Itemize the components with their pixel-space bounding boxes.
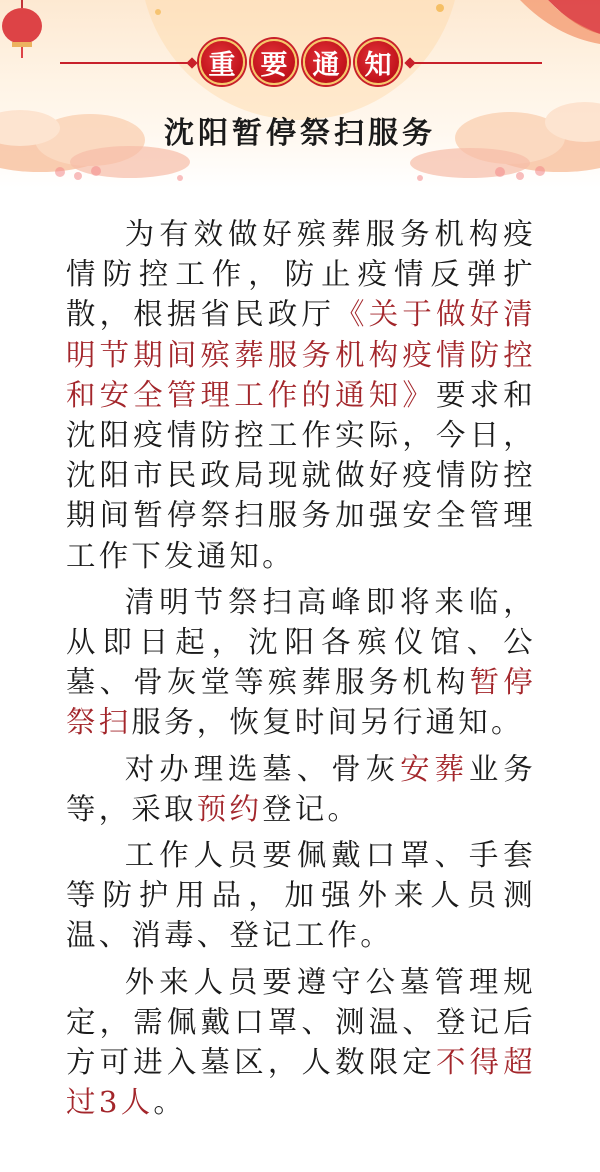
paragraph-text: 为有效做好殡葬服务机构疫情防控工作，防止疫情反弹扩散，根据省民政厅 [66, 217, 536, 332]
highlight-text: 不得超过3人 [66, 1045, 536, 1120]
paragraph-text: 工作人员要佩戴口罩、手套等防护用品，加强外来人员测温、消毒、登记工作。 [66, 838, 536, 953]
paragraph-text: 要求和沈阳疫情防控工作实际，今日，沈阳市民政局现就做好疫情防控期间暂停祭扫服务加强安全管理工作下发通知。 [66, 377, 536, 573]
notice-body [66, 214, 536, 1122]
paragraph-text: 业务等，采取 [66, 751, 536, 826]
notice-title [199, 39, 401, 85]
highlight-text: 预约 [196, 791, 263, 826]
paragraph [66, 582, 536, 743]
paragraph-text: 对办理选墓、骨灰 [124, 751, 401, 786]
title-row [0, 36, 600, 88]
paragraph [66, 214, 536, 576]
title-char: 要 [251, 39, 297, 85]
paragraph [66, 835, 536, 956]
document-title-highlight: 《关于做好清明节期间殡葬服务机构疫情防控和安全管理工作的通知》 [66, 297, 536, 412]
paragraph [66, 962, 536, 1123]
banner-decoration [0, 0, 600, 188]
paragraph-text: 。 [153, 1085, 187, 1120]
title-char: 知 [355, 39, 401, 85]
paragraph-text: 登记。 [262, 791, 361, 826]
paragraph-text: 服务，恢复时间另行通知。 [131, 705, 524, 740]
page-title: 沈阳暂停祭扫服务 [164, 116, 436, 151]
paragraph-text: 清明节祭扫高峰即将来临，从即日起，沈阳各殡仪馆、公墓、骨灰堂等殡葬服务机构 [66, 584, 536, 700]
paragraph [66, 749, 536, 829]
notice-banner [0, 0, 600, 188]
highlight-text: 安葬 [400, 751, 469, 786]
paragraph-text: 外来人员要遵守公墓管理规定，需佩戴口罩、测温、登记后方可进入墓区，人数限定 [66, 964, 536, 1080]
title-char: 重 [199, 39, 245, 85]
highlight-text: 暂停祭扫 [66, 665, 536, 740]
title-char: 通 [303, 39, 349, 85]
